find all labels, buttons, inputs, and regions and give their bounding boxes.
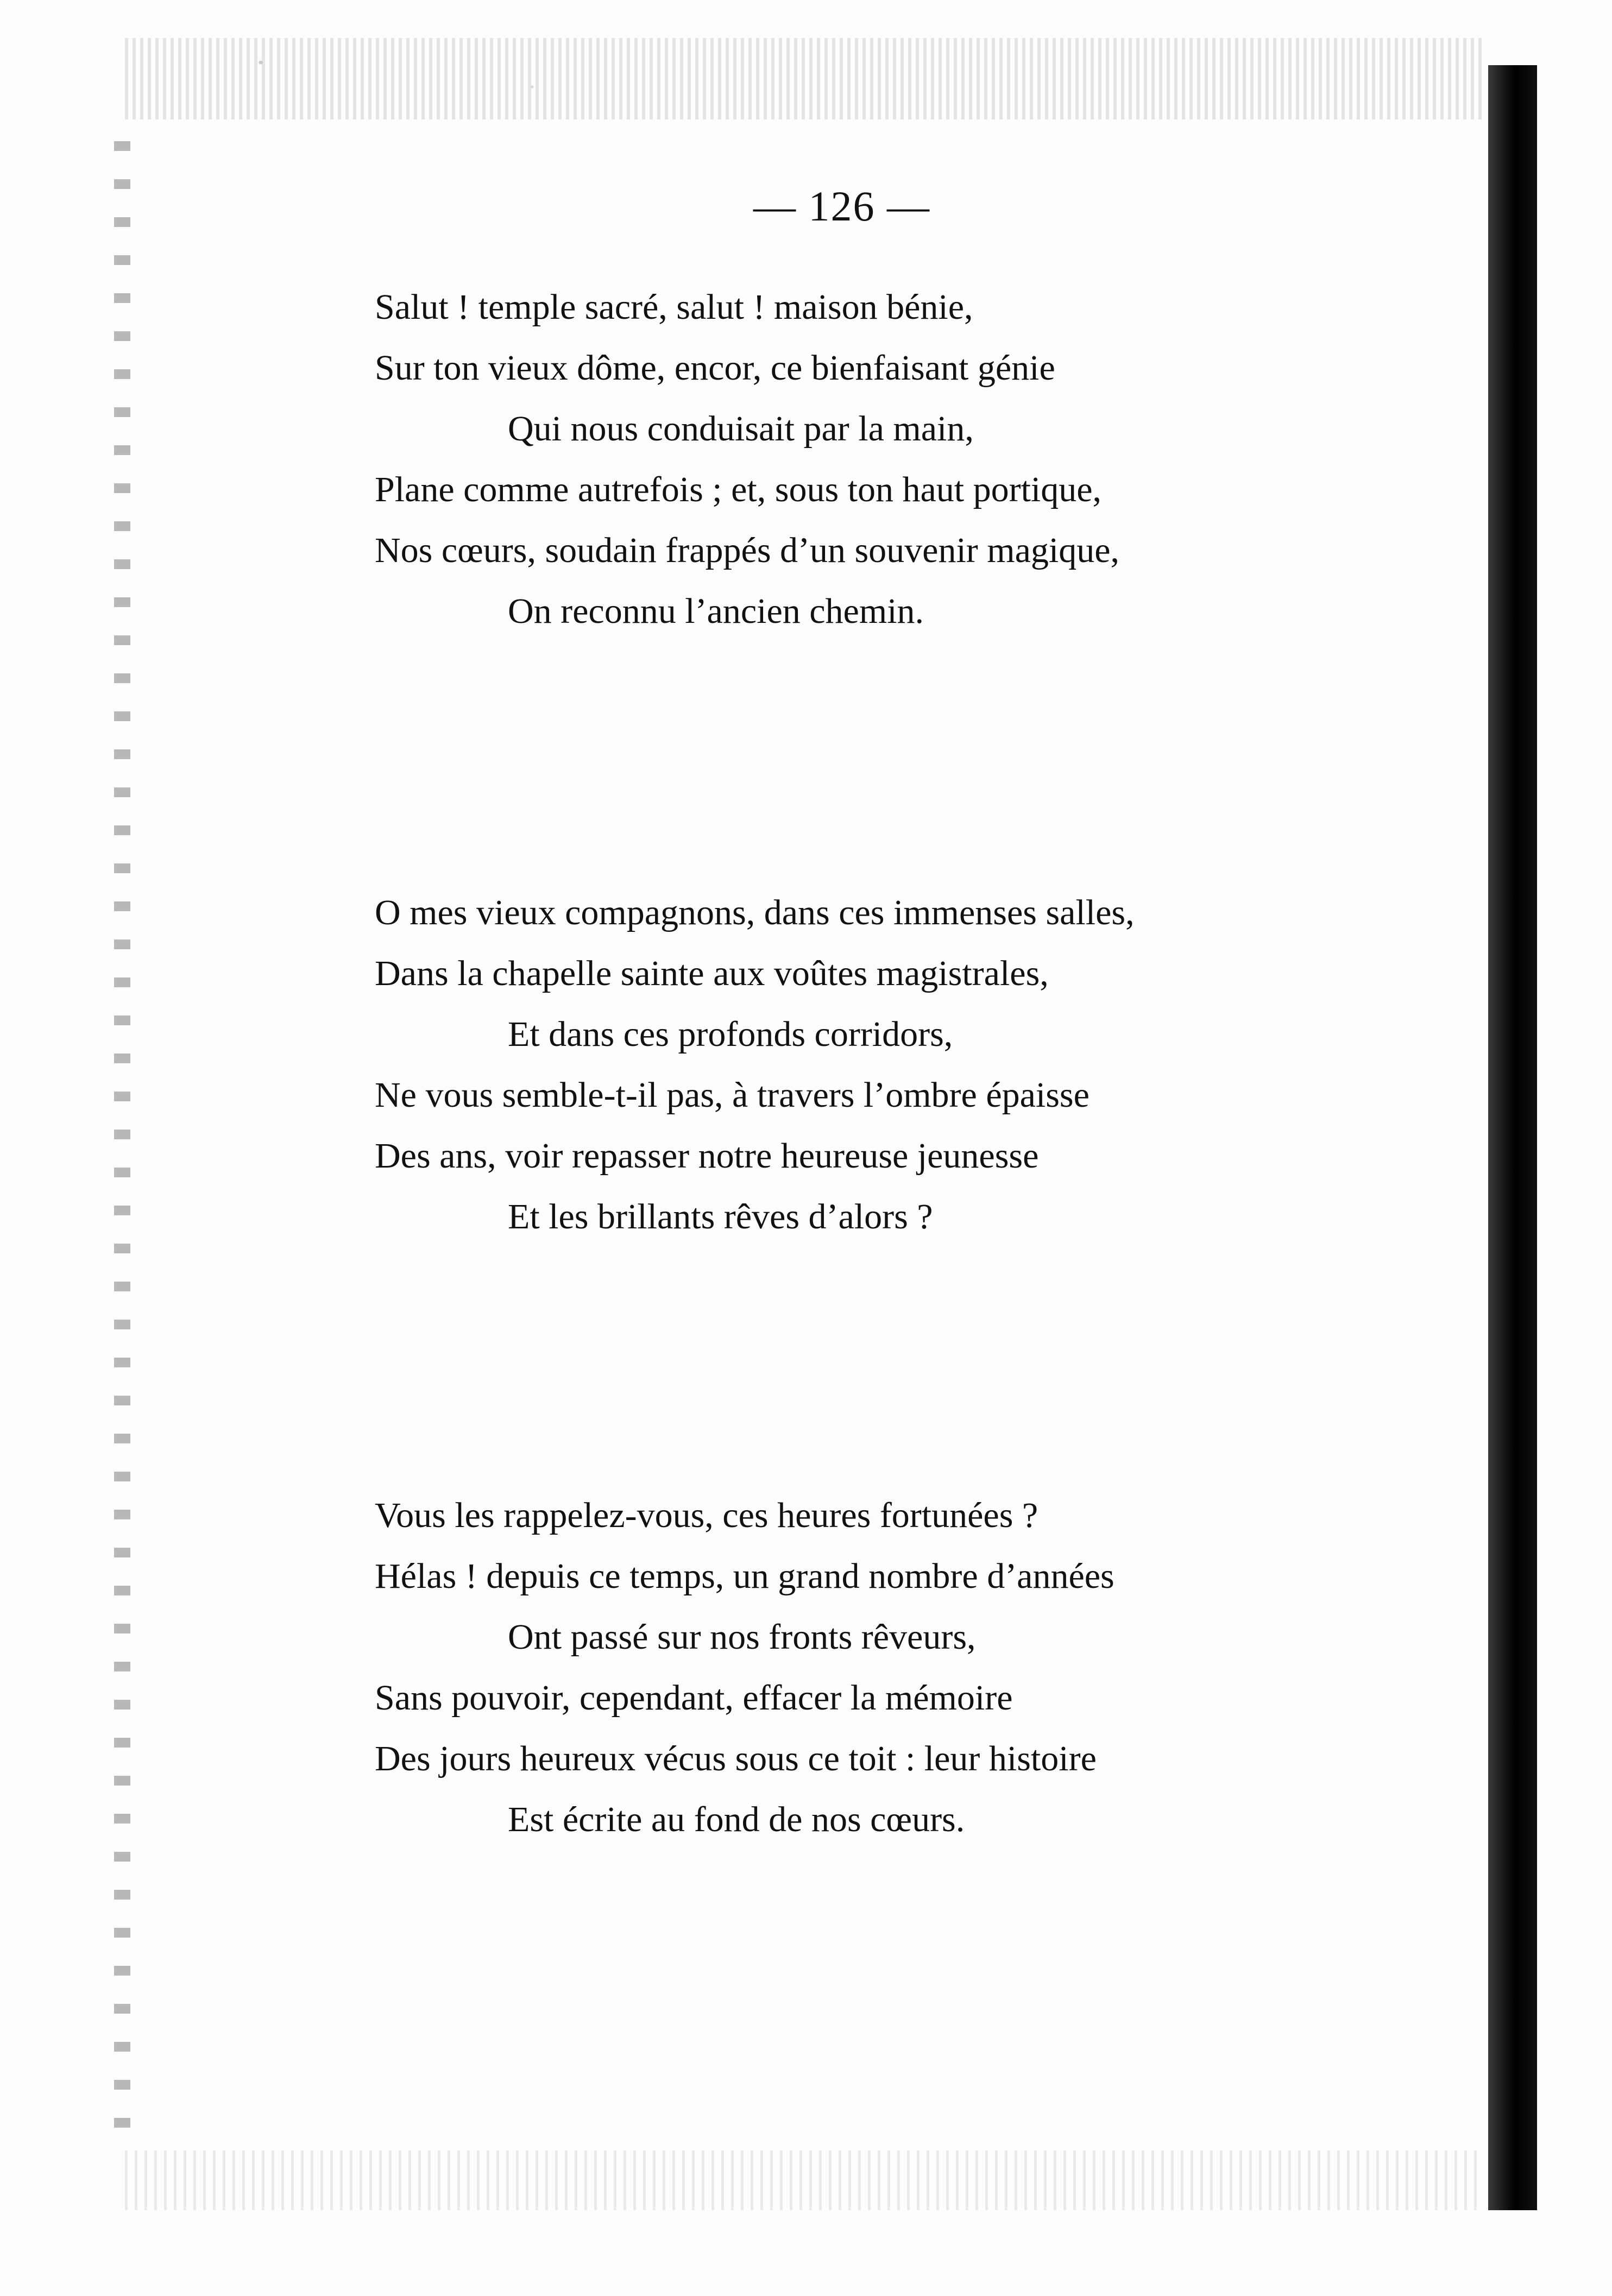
verse-line: Est écrite au fond de nos cœurs. <box>508 1800 965 1839</box>
stanza-3 <box>375 1485 1488 1850</box>
page-number: — 126 — <box>753 182 930 230</box>
verse-line: Sans pouvoir, cependant, effacer la mémoire <box>375 1678 1013 1718</box>
verse-line: Qui nous conduisait par la main, <box>508 409 974 449</box>
scan-noise-top <box>125 38 1483 119</box>
verse-line: Plane comme autrefois ; et, sous ton haut portique, <box>375 470 1102 509</box>
stanza-2 <box>375 882 1488 1247</box>
verse-line: Dans la chapelle sainte aux voûtes magistrales, <box>375 954 1049 993</box>
verse-line: Hélas ! depuis ce temps, un grand nombre d’années <box>375 1556 1114 1596</box>
verse-line: Ne vous semble-t-il pas, à travers l’ombre épaisse <box>375 1075 1090 1115</box>
verse-line: Vous les rappelez-vous, ces heures fortunées ? <box>375 1496 1038 1535</box>
scan-noise-left-edge <box>114 141 130 2150</box>
binding-shadow <box>1488 65 1537 2210</box>
verse-line: Salut ! temple sacré, salut ! maison bénie, <box>375 287 973 327</box>
scan-noise-bottom <box>125 2150 1483 2210</box>
verse-line: On reconnu l’ancien chemin. <box>508 591 924 631</box>
verse-line: Des jours heureux vécus sous ce toit : leur histoire <box>375 1739 1097 1778</box>
verse-line: Nos cœurs, soudain frappés d’un souvenir magique, <box>375 531 1120 570</box>
verse-line: Ont passé sur nos fronts rêveurs, <box>508 1617 976 1657</box>
verse-line: O mes vieux compagnons, dans ces immenses salles, <box>375 893 1135 932</box>
stanza-1 <box>375 277 1488 642</box>
verse-line: Sur ton vieux dôme, encor, ce bienfaisant génie <box>375 348 1055 388</box>
verse-line: Et les brillants rêves d’alors ? <box>508 1197 933 1237</box>
verse-line: Des ans, voir repasser notre heureuse jeunesse <box>375 1136 1039 1176</box>
verse-line: Et dans ces profonds corridors, <box>508 1014 953 1054</box>
